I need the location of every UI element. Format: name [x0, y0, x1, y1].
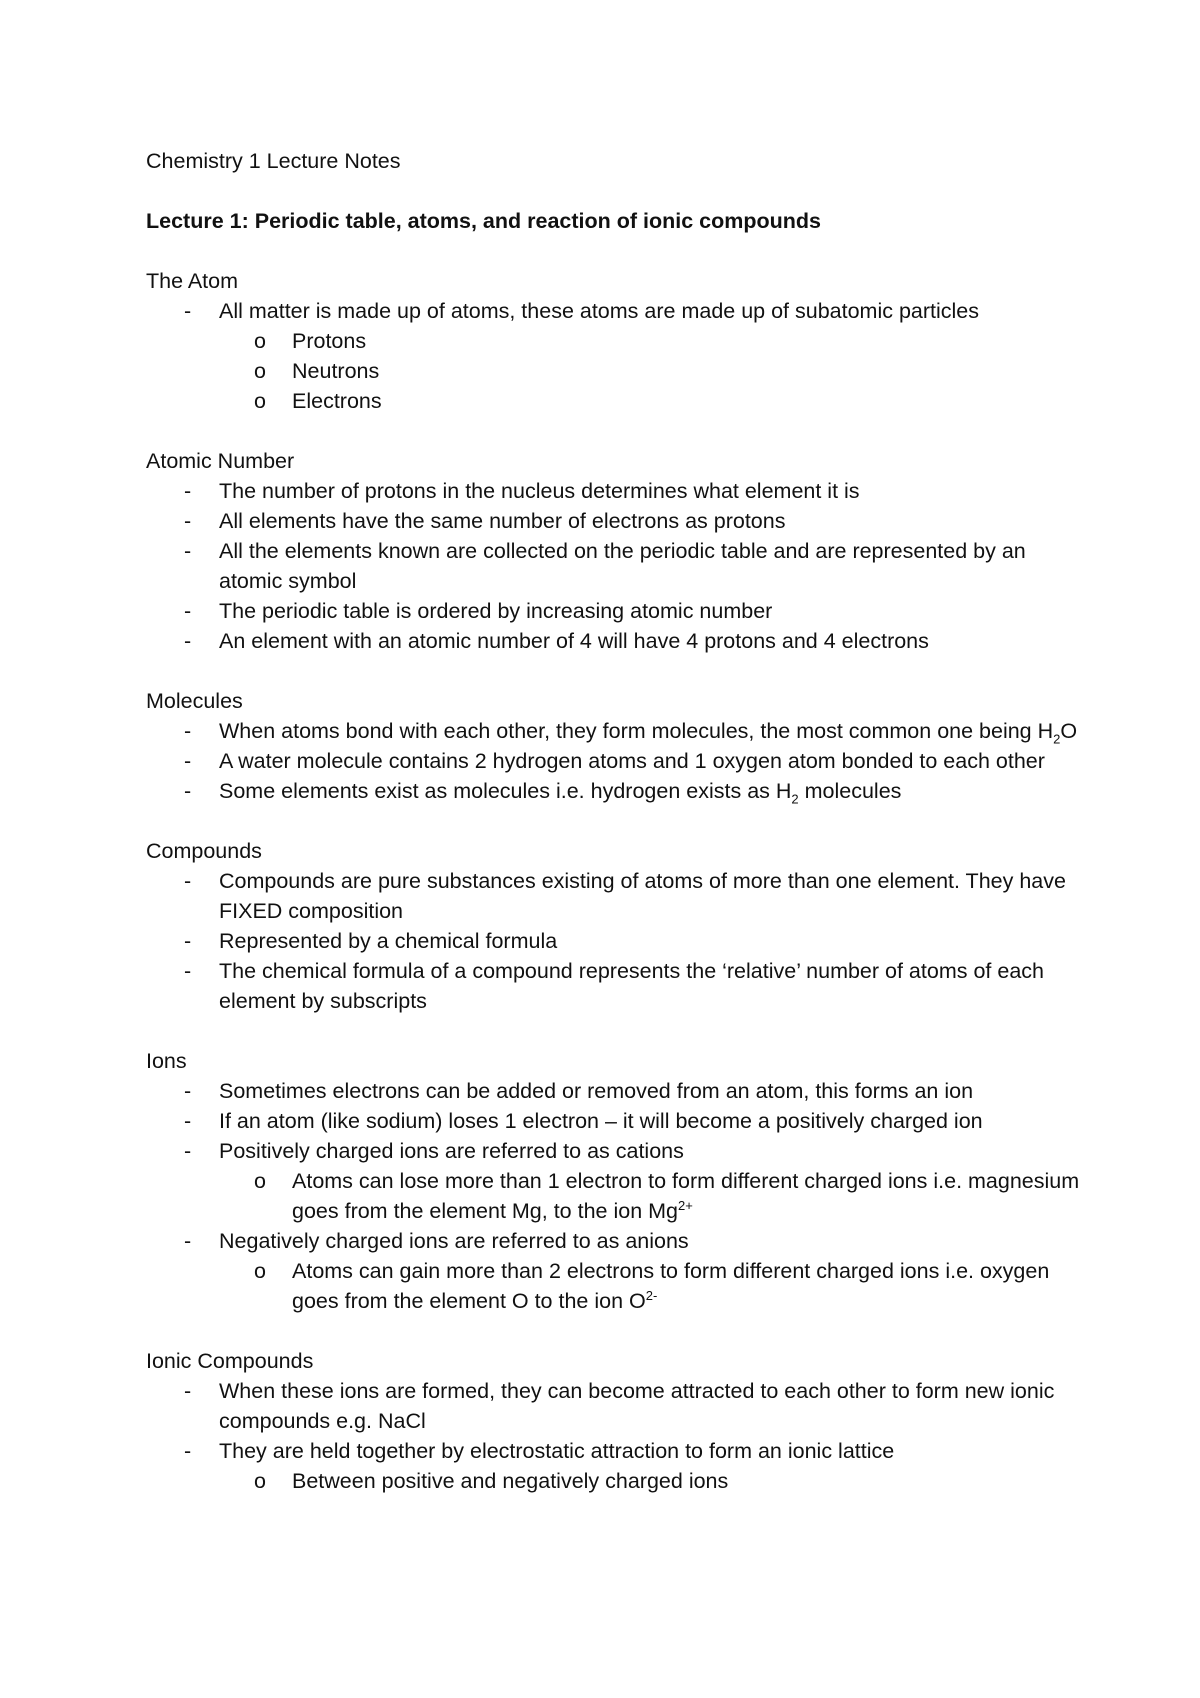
list-item — [146, 1436, 1086, 1466]
list-item-text: Neutrons — [292, 359, 380, 383]
dash-bullet-icon: - — [184, 869, 192, 893]
list-item-text: If an atom (like sodium) loses 1 electron – it will become a positively charged ion — [219, 1109, 983, 1133]
list-item — [146, 866, 1086, 926]
dash-bullet-icon: - — [184, 629, 192, 653]
list-item — [146, 1226, 1086, 1256]
dash-bullet-icon: - — [184, 1079, 192, 1103]
section-compounds — [146, 836, 1086, 1016]
dash-bullet-icon: - — [184, 479, 192, 503]
dash-bullet-icon: - — [184, 509, 192, 533]
list-item — [146, 746, 1086, 776]
list-item-text: Between positive and negatively charged ions — [292, 1469, 729, 1493]
list-item-text: Atoms can lose more than 1 electron to form different charged ions i.e. magnesium goes from the element Mg, to the ion Mg — [292, 1169, 1080, 1223]
section-the-atom — [146, 266, 1086, 416]
list-item-text: Protons — [292, 329, 367, 353]
list-item-text: Sometimes electrons can be added or removed from an atom, this forms an ion — [219, 1079, 974, 1103]
dash-bullet-icon: - — [184, 719, 192, 743]
dash-bullet-icon: - — [184, 1379, 192, 1403]
superscript: 2+ — [678, 1197, 693, 1213]
bullet-list — [146, 296, 1086, 416]
list-item-text: Compounds are pure substances existing of atoms of more than one element. They have FIXED composition — [219, 869, 1066, 923]
circle-bullet-icon: o — [254, 1259, 266, 1283]
section-heading: Atomic Number — [146, 449, 295, 473]
section-heading: Compounds — [146, 839, 262, 863]
list-item-text: molecules — [798, 779, 902, 803]
list-item — [146, 296, 1086, 326]
section-molecules — [146, 686, 1086, 806]
dash-bullet-icon: - — [184, 1109, 192, 1133]
list-item-text: The periodic table is ordered by increasing atomic number — [219, 599, 773, 623]
bullet-list — [146, 716, 1086, 806]
dash-bullet-icon: - — [184, 959, 192, 983]
section-heading: Molecules — [146, 689, 243, 713]
lecture-heading: Lecture 1: Periodic table, atoms, and reaction of ionic compounds — [146, 209, 821, 233]
list-item — [146, 476, 1086, 506]
section-atomic-number — [146, 446, 1086, 656]
dash-bullet-icon: - — [184, 779, 192, 803]
list-item — [146, 506, 1086, 536]
section-heading: Ions — [146, 1049, 187, 1073]
sub-list-item — [146, 1256, 1086, 1316]
superscript: 2- — [645, 1287, 658, 1303]
sub-list-item — [146, 386, 1086, 416]
list-item-text: Some elements exist as molecules i.e. hydrogen exists as H — [219, 779, 792, 803]
list-item-text: Positively charged ions are referred to as cations — [219, 1139, 684, 1163]
section-heading: Ionic Compounds — [146, 1349, 314, 1373]
dash-bullet-icon: - — [184, 299, 192, 323]
list-item-text: Negatively charged ions are referred to as anions — [219, 1229, 689, 1253]
circle-bullet-icon: o — [254, 1169, 266, 1193]
list-item — [146, 1106, 1086, 1136]
circle-bullet-icon: o — [254, 329, 266, 353]
list-item-text: When atoms bond with each other, they form molecules, the most common one being H — [219, 719, 1054, 743]
section-ionic-compounds — [146, 1346, 1086, 1496]
list-item — [146, 956, 1086, 1016]
list-item-text: All matter is made up of atoms, these atoms are made up of subatomic particles — [219, 299, 980, 323]
list-item — [146, 1076, 1086, 1106]
circle-bullet-icon: o — [254, 389, 266, 413]
list-item-text: Electrons — [292, 389, 382, 413]
sub-list-item — [146, 356, 1086, 386]
dash-bullet-icon: - — [184, 1229, 192, 1253]
dash-bullet-icon: - — [184, 539, 192, 563]
bullet-list — [146, 866, 1086, 1016]
list-item-text: When these ions are formed, they can become attracted to each other to form new ionic compounds e.g. NaCl — [219, 1379, 1055, 1433]
dash-bullet-icon: - — [184, 599, 192, 623]
list-item — [146, 1136, 1086, 1166]
list-item-text: All the elements known are collected on the periodic table and are represented by an atomic symbol — [219, 539, 1026, 593]
document-page — [146, 146, 1086, 1526]
list-item-text: An element with an atomic number of 4 will have 4 protons and 4 electrons — [219, 629, 929, 653]
list-item — [146, 1376, 1086, 1436]
bullet-list — [146, 476, 1086, 656]
bullet-list — [146, 1076, 1086, 1316]
circle-bullet-icon: o — [254, 1469, 266, 1493]
sub-list-item — [146, 326, 1086, 356]
list-item-text: Represented by a chemical formula — [219, 929, 558, 953]
list-item-text: Atoms can gain more than 2 electrons to form different charged ions i.e. oxygen goes from the element O to the ion O — [292, 1259, 1050, 1313]
list-item — [146, 626, 1086, 656]
dash-bullet-icon: - — [184, 929, 192, 953]
list-item-text: A water molecule contains 2 hydrogen atoms and 1 oxygen atom bonded to each other — [219, 749, 1045, 773]
bullet-list — [146, 1376, 1086, 1496]
dash-bullet-icon: - — [184, 749, 192, 773]
dash-bullet-icon: - — [184, 1139, 192, 1163]
subscript: 2 — [791, 791, 799, 807]
section-heading: The Atom — [146, 269, 239, 293]
list-item — [146, 716, 1086, 746]
document-title: Chemistry 1 Lecture Notes — [146, 149, 401, 173]
list-item-text: The number of protons in the nucleus determines what element it is — [219, 479, 860, 503]
sub-list-item — [146, 1466, 1086, 1496]
list-item-text: The chemical formula of a compound represents the ‘relative’ number of atoms of each element by subscripts — [219, 959, 1044, 1013]
section-ions — [146, 1046, 1086, 1316]
list-item — [146, 926, 1086, 956]
list-item — [146, 596, 1086, 626]
sub-list-item — [146, 1166, 1086, 1226]
list-item — [146, 536, 1086, 596]
list-item-text: They are held together by electrostatic attraction to form an ionic lattice — [219, 1439, 895, 1463]
list-item-text: All elements have the same number of electrons as protons — [219, 509, 786, 533]
list-item-text: O — [1060, 719, 1078, 743]
subscript: 2 — [1053, 731, 1061, 747]
dash-bullet-icon: - — [184, 1439, 192, 1463]
circle-bullet-icon: o — [254, 359, 266, 383]
list-item — [146, 776, 1086, 806]
